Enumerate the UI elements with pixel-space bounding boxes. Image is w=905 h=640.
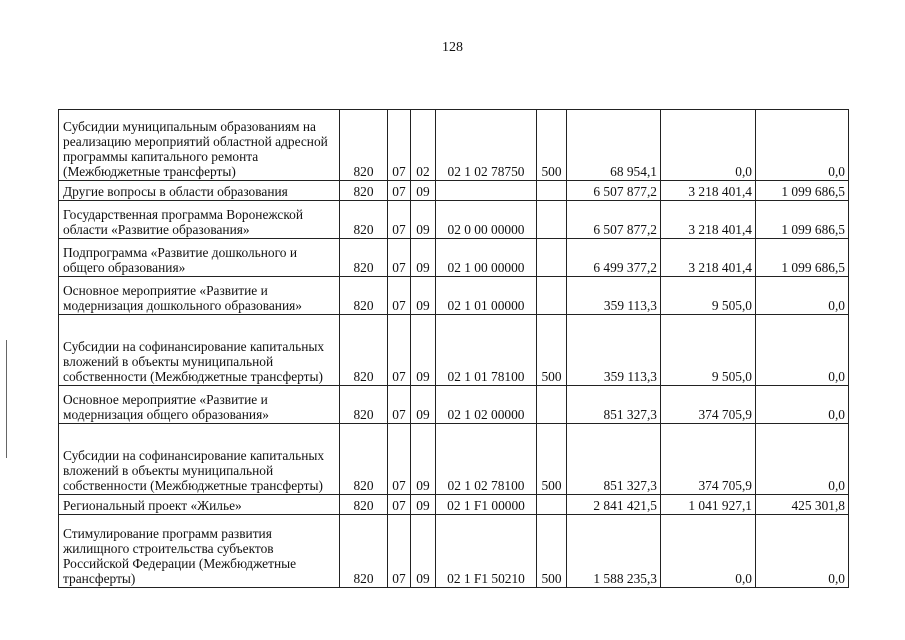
row-rz: 07 — [388, 386, 411, 424]
row-year1: 2 841 421,5 — [567, 495, 661, 515]
table-row — [59, 201, 849, 239]
row-year3: 425 301,8 — [756, 495, 849, 515]
row-vr — [537, 386, 567, 424]
budget-table-body — [59, 110, 849, 588]
row-csr: 02 1 00 00000 — [436, 239, 537, 277]
row-year3: 0,0 — [756, 424, 849, 495]
row-grbs: 820 — [340, 424, 388, 495]
row-vr — [537, 201, 567, 239]
row-year1: 851 327,3 — [567, 424, 661, 495]
row-year3: 0,0 — [756, 515, 849, 588]
row-name: Субсидии муниципальным образованиям на реализацию мероприятий областной адресной программы капитального ремонта (Межбюджетные трансферты) — [59, 110, 340, 181]
row-year3: 0,0 — [756, 386, 849, 424]
row-year2: 3 218 401,4 — [661, 181, 756, 201]
row-pr: 09 — [411, 495, 436, 515]
row-vr: 500 — [537, 515, 567, 588]
row-name: Стимулирование программ развития жилищного строительства субъектов Российской Федерации (Межбюджетные трансферты) — [59, 515, 340, 588]
table-row — [59, 110, 849, 181]
row-rz: 07 — [388, 515, 411, 588]
row-year3: 0,0 — [756, 277, 849, 315]
table-row — [59, 515, 849, 588]
row-year2: 3 218 401,4 — [661, 239, 756, 277]
row-rz: 07 — [388, 315, 411, 386]
row-year1: 851 327,3 — [567, 386, 661, 424]
row-year1: 6 507 877,2 — [567, 201, 661, 239]
row-name: Государственная программа Воронежской области «Развитие образования» — [59, 201, 340, 239]
row-vr: 500 — [537, 424, 567, 495]
row-name: Субсидии на софинансирование капитальных вложений в объекты муниципальной собственности (Межбюджетные трансферты) — [59, 424, 340, 495]
row-grbs: 820 — [340, 181, 388, 201]
margin-line — [6, 340, 7, 458]
row-grbs: 820 — [340, 239, 388, 277]
row-year3: 1 099 686,5 — [756, 181, 849, 201]
budget-table — [58, 109, 849, 588]
table-row — [59, 386, 849, 424]
row-rz: 07 — [388, 239, 411, 277]
row-rz: 07 — [388, 181, 411, 201]
row-vr — [537, 181, 567, 201]
row-vr — [537, 239, 567, 277]
row-grbs: 820 — [340, 386, 388, 424]
row-csr: 02 1 01 78100 — [436, 315, 537, 386]
row-csr: 02 1 01 00000 — [436, 277, 537, 315]
row-rz: 07 — [388, 201, 411, 239]
table-row — [59, 277, 849, 315]
row-year3: 1 099 686,5 — [756, 201, 849, 239]
page-number: 128 — [442, 40, 463, 55]
row-year1: 1 588 235,3 — [567, 515, 661, 588]
row-year2: 3 218 401,4 — [661, 201, 756, 239]
row-csr: 02 1 02 78100 — [436, 424, 537, 495]
row-vr: 500 — [537, 315, 567, 386]
row-pr: 02 — [411, 110, 436, 181]
table-row — [59, 239, 849, 277]
row-pr: 09 — [411, 181, 436, 201]
row-pr: 09 — [411, 515, 436, 588]
row-rz: 07 — [388, 110, 411, 181]
row-name: Другие вопросы в области образования — [59, 181, 340, 201]
row-rz: 07 — [388, 277, 411, 315]
row-vr — [537, 495, 567, 515]
table-row — [59, 495, 849, 515]
table-row — [59, 315, 849, 386]
row-grbs: 820 — [340, 495, 388, 515]
row-pr: 09 — [411, 315, 436, 386]
row-grbs: 820 — [340, 277, 388, 315]
row-year1: 6 507 877,2 — [567, 181, 661, 201]
row-pr: 09 — [411, 239, 436, 277]
table-row — [59, 181, 849, 201]
row-csr — [436, 181, 537, 201]
row-csr: 02 1 F1 50210 — [436, 515, 537, 588]
row-grbs: 820 — [340, 110, 388, 181]
row-vr: 500 — [537, 110, 567, 181]
row-year3: 0,0 — [756, 315, 849, 386]
row-year2: 374 705,9 — [661, 386, 756, 424]
row-name: Субсидии на софинансирование капитальных вложений в объекты муниципальной собственности (Межбюджетные трансферты) — [59, 315, 340, 386]
row-year2: 1 041 927,1 — [661, 495, 756, 515]
row-pr: 09 — [411, 386, 436, 424]
row-year1: 68 954,1 — [567, 110, 661, 181]
row-year1: 359 113,3 — [567, 277, 661, 315]
row-grbs: 820 — [340, 315, 388, 386]
row-year2: 9 505,0 — [661, 277, 756, 315]
row-csr: 02 0 00 00000 — [436, 201, 537, 239]
row-name: Региональный проект «Жилье» — [59, 495, 340, 515]
row-year2: 9 505,0 — [661, 315, 756, 386]
row-name: Основное мероприятие «Развитие и модернизация общего образования» — [59, 386, 340, 424]
row-name: Основное мероприятие «Развитие и модернизация дошкольного образования» — [59, 277, 340, 315]
row-csr: 02 1 F1 00000 — [436, 495, 537, 515]
row-grbs: 820 — [340, 515, 388, 588]
row-year1: 6 499 377,2 — [567, 239, 661, 277]
row-pr: 09 — [411, 277, 436, 315]
row-csr: 02 1 02 78750 — [436, 110, 537, 181]
row-year2: 374 705,9 — [661, 424, 756, 495]
row-grbs: 820 — [340, 201, 388, 239]
row-year2: 0,0 — [661, 515, 756, 588]
row-year3: 1 099 686,5 — [756, 239, 849, 277]
row-pr: 09 — [411, 201, 436, 239]
table-row — [59, 424, 849, 495]
row-csr: 02 1 02 00000 — [436, 386, 537, 424]
row-year1: 359 113,3 — [567, 315, 661, 386]
row-year2: 0,0 — [661, 110, 756, 181]
row-vr — [537, 277, 567, 315]
row-year3: 0,0 — [756, 110, 849, 181]
row-rz: 07 — [388, 495, 411, 515]
row-name: Подпрограмма «Развитие дошкольного и общего образования» — [59, 239, 340, 277]
row-rz: 07 — [388, 424, 411, 495]
row-pr: 09 — [411, 424, 436, 495]
